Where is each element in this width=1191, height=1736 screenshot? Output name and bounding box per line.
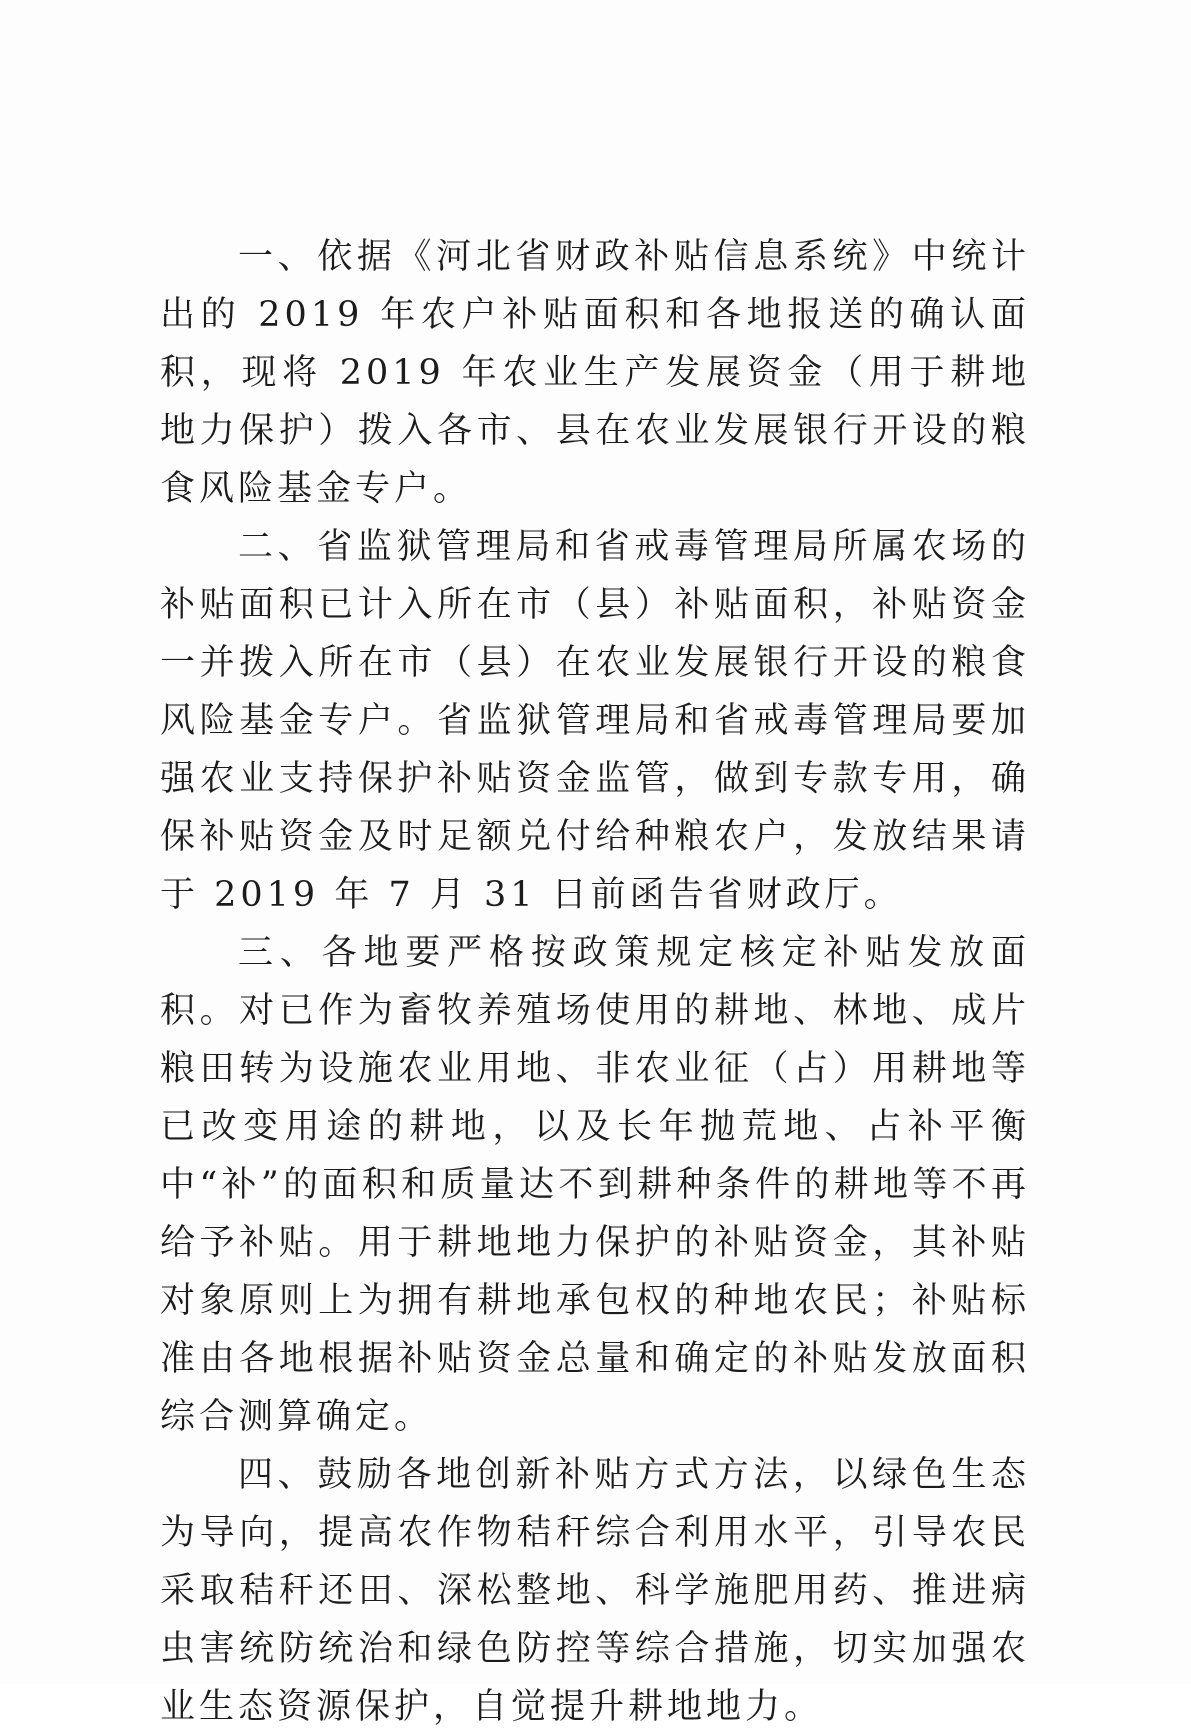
paragraph-1: 一、依据《河北省财政补贴信息系统》中统计出的 2019 年农户补贴面积和各地报送的确认面积，现将 2019 年农业生产发展资金（用于耕地地力保护）拨入各市、县在农业发展银行开设的粮食风险基金专户。: [160, 237, 1030, 509]
paragraph-3: 三、各地要严格按政策规定核定补贴发放面积。对已作为畜牧养殖场使用的耕地、林地、成片粮田转为设施农业用地、非农业征（占）用耕地等已改变用途的耕地，以及长年抛荒地、占补平衡中“补”的面积和质量达不到耕种条件的耕地等不再给予补贴。用于耕地地力保护的补贴资金，其补贴对象原则上为拥有耕地承包权的种地农民；补贴标准由各地根据补贴资金总量和确定的补贴发放面积综合测算确定。: [160, 933, 1030, 1437]
paragraph-2: 二、省监狱管理局和省戒毒管理局所属农场的补贴面积已计入所在市（县）补贴面积，补贴资金一并拨入所在市（县）在农业发展银行开设的粮食风险基金专户。省监狱管理局和省戒毒管理局要加强农业支持保护补贴资金监管，做到专款专用，确保补贴资金及时足额兑付给种粮农户，发放结果请于 2019 年 7 月 31 日前函告省财政厅。: [160, 527, 1030, 915]
paragraph-4: 四、鼓励各地创新补贴方式方法，以绿色生态为导向，提高农作物秸秆综合利用水平，引导农民采取秸秆还田、深松整地、科学施肥用药、推进病虫害统防统治和绿色防控等综合措施，切实加强农业生态资源保护，自觉提升耕地地力。: [160, 1455, 1030, 1727]
document-body: [160, 228, 1030, 1736]
